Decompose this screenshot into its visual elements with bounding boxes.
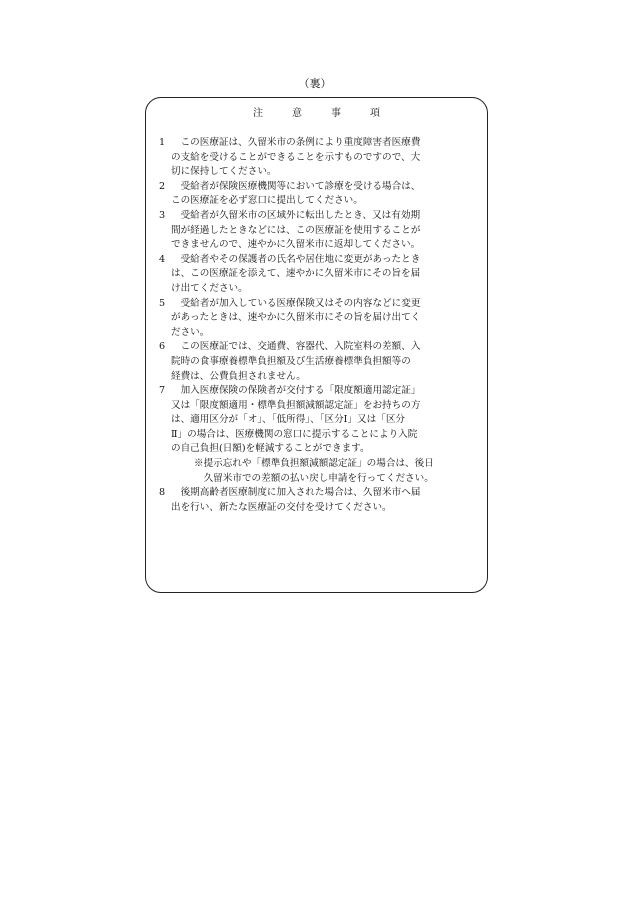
page-side-label: （裏） — [298, 77, 332, 90]
notice-item-number: 7 — [159, 385, 166, 397]
notice-item-text: 受給者が久留米市の区域外に転出したとき、又は有効期 間が経過したときなどには、この医療証を使用することが できませんので、速やかに久留米市に返却してください。 — [171, 209, 421, 251]
notice-item-3 — [159, 209, 479, 253]
notice-item-text: 後期高齢者医療制度に加入された場合は、久留米市へ届 出を行い、新たな医療証の交付を受けてください。 — [171, 487, 421, 513]
notice-item-4 — [159, 253, 479, 297]
notice-item-number: 8 — [159, 487, 166, 499]
notice-item-number: 4 — [159, 253, 166, 265]
notice-item-number: 1 — [159, 137, 166, 148]
notice-item-6 — [159, 340, 479, 384]
notice-subnote: ※提示忘れや「標準負担額減額認定証」の場合は、後日 久留米市での差額の払い戻し申請を行ってください。 — [194, 458, 434, 484]
notice-item-text: 受給者が加入している医療保険又はその内容などに変更 があったときは、速やかに久留米市にその旨を届け出てく ださい。 — [171, 297, 421, 338]
notice-list — [159, 136, 479, 515]
notice-item-number: 2 — [159, 180, 166, 192]
notice-item-number: 5 — [159, 297, 166, 309]
notice-item-5 — [159, 297, 479, 341]
notice-item-text: この医療証は、久留米市の条例により重度障害者医療費 の支給を受けることができることを示すものですので、大 切に保持してください。 — [171, 137, 421, 178]
notice-item-text: 受給者やその保護者の氏名や居住地に変更があったとき は、この医療証を添えて、速やかに久留米市にその旨を届 け出てください。 — [171, 253, 421, 294]
notice-item-text: この医療証では、交通費、容器代、入院室料の差額、入 院時の食事療養標準負担額及び生活療養標準負担額等の 経費は、公費負担されません。 — [171, 341, 421, 382]
notice-title: 注意事項 — [253, 108, 409, 119]
notice-box — [145, 97, 488, 593]
notice-item-7 — [159, 384, 479, 457]
notice-item-number: 6 — [159, 341, 166, 353]
notice-item-8 — [159, 486, 479, 515]
notice-item-2 — [159, 180, 479, 209]
notice-item-text: 加入医療保険の保険者が交付する「限度額適用認定証」 又は「限度額適用・標準負担額減額認定証」をお持ちの方 は、適用区分が「オ」、「低所得」、「区分Ⅰ」又は「区分 Ⅱ」の場合は、医療機関の窓口に提示することにより入院 の自己負担(日額)を軽減することができます。 — [171, 385, 421, 455]
notice-item-number: 3 — [159, 209, 166, 221]
notice-item-text: 受給者が保険医療機関等において診療を受ける場合は、 この医療証を必ず窓口に提出してください。 — [171, 180, 421, 207]
notice-item-1 — [159, 136, 479, 180]
